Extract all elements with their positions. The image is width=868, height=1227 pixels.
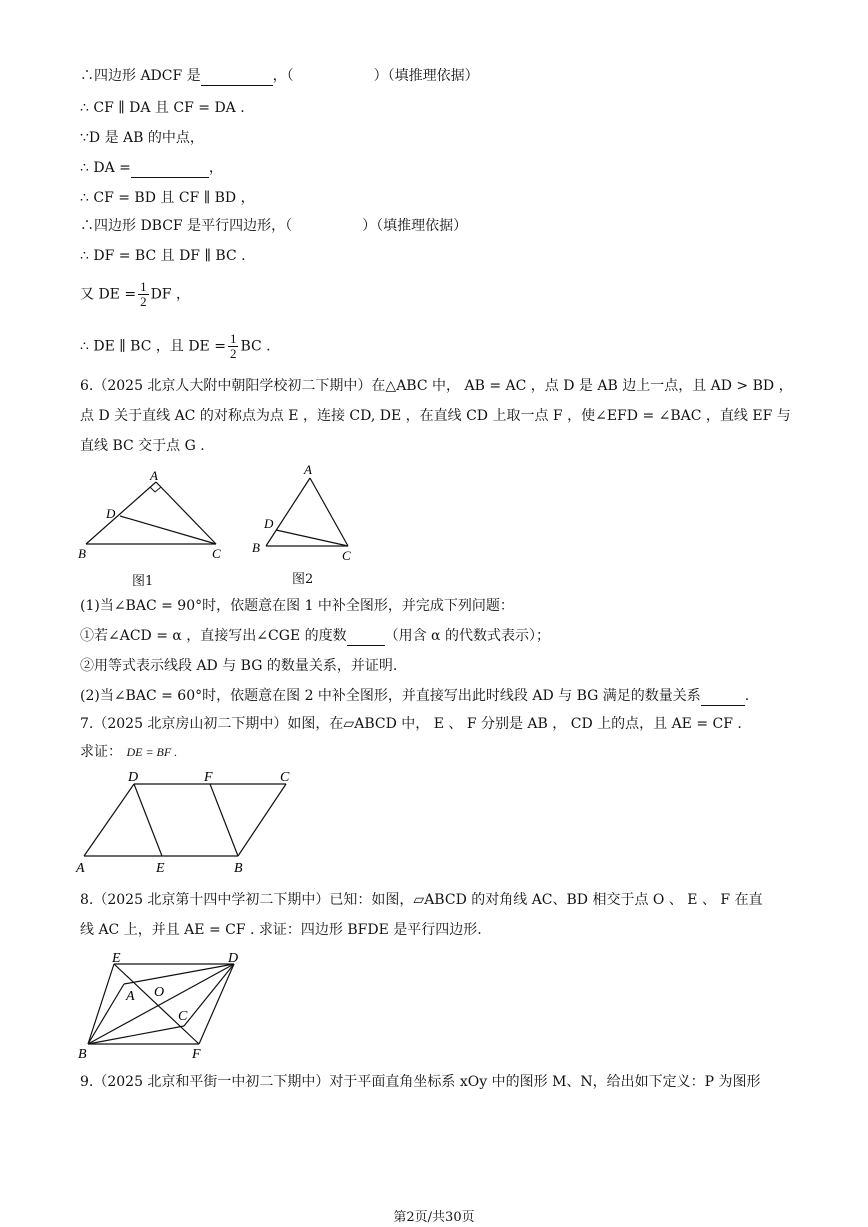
q7-text: 求证： bbox=[80, 744, 127, 760]
label-B: B bbox=[234, 861, 243, 876]
q7-line2 bbox=[80, 742, 177, 762]
label-E: E bbox=[112, 951, 121, 966]
q6-text: (2)当∠BAC = 60°时，依题意在图 2 中补全图形，并直接写出此时线段 AD 与 BG 满足的数量关系 bbox=[80, 688, 701, 704]
label-B: B bbox=[78, 546, 86, 561]
proof-line-3: ∵D 是 AB 的中点， bbox=[80, 130, 204, 146]
proof-line-6 bbox=[80, 216, 467, 236]
q9-line1: 9.（2025 北京和平街一中初二下期中）对于平面直角坐标系 xOy 中的图形 M、N，给出如下定义：P 为图形 bbox=[80, 1074, 761, 1090]
label-D: D bbox=[128, 770, 139, 785]
label-D: D bbox=[106, 506, 116, 521]
proof-line-4 bbox=[80, 158, 223, 178]
fraction-den: 2 bbox=[229, 346, 237, 361]
figure-1 bbox=[76, 466, 236, 562]
q6-text: （用含 α 的代数式表示）； bbox=[384, 628, 550, 644]
proof-line-7: ∴ DF = BC 且 DF ∥ BC . bbox=[80, 248, 246, 264]
label-D: D bbox=[264, 516, 274, 531]
proof-text: 又 DE = bbox=[80, 286, 137, 303]
proof-line-2: ∴ CF ∥ DA 且 CF = DA . bbox=[80, 100, 245, 116]
label-A: A bbox=[126, 989, 135, 1004]
proof-text: ， bbox=[208, 160, 223, 176]
label-C: C bbox=[212, 546, 221, 561]
q6-part1b: ②用等式表示线段 AD 与 BG 的数量关系，并证明. bbox=[80, 658, 398, 674]
proof-text: ∴ DE ∥ BC ，且 DE = bbox=[80, 338, 226, 355]
label-O: O bbox=[154, 985, 165, 1000]
proof-text: ∴ DA = bbox=[80, 160, 131, 176]
page-footer: 第2页/共30页 bbox=[393, 1210, 475, 1225]
label-C: C bbox=[280, 770, 290, 785]
q6-text: . bbox=[744, 688, 750, 704]
answer-blank[interactable] bbox=[131, 161, 209, 178]
fig1-caption: 图1 bbox=[132, 574, 154, 589]
proof-text: ，（ bbox=[272, 68, 294, 84]
answer-blank[interactable] bbox=[701, 689, 745, 706]
proof-line-5: ∴ CF = BD 且 CF ∥ BD ， bbox=[80, 190, 255, 206]
label-F: F bbox=[192, 1047, 201, 1060]
fig2-caption: 图2 bbox=[292, 572, 314, 587]
figure-8 bbox=[74, 948, 254, 1060]
proof-text: ∴四边形 DBCF 是平行四边形，（ bbox=[80, 218, 293, 234]
label-A: A bbox=[150, 468, 158, 483]
q7-line1: 7.（2025 北京房山初二下期中）如图，在▱ABCD 中， E 、 F 分别是 AB ， CD 上的点，且 AE = CF . bbox=[80, 716, 742, 732]
label-C: C bbox=[342, 548, 351, 563]
q6-part1: (1)当∠BAC = 90°时，依题意在图 1 中补全图形，并完成下列问题： bbox=[80, 598, 514, 614]
label-A: A bbox=[76, 861, 85, 876]
fraction-num: 1 bbox=[229, 331, 237, 346]
label-E: E bbox=[156, 861, 165, 876]
label-B: B bbox=[78, 1047, 87, 1060]
proof-text: ∴四边形 ADCF 是 bbox=[80, 68, 201, 84]
q6-line1: 6.（2025 北京人大附中朝阳学校初二下期中）在△ABC 中， AB = AC ，点 D 是 AB 边上一点，且 AD > BD ， bbox=[80, 378, 793, 394]
proof-text: ）（填推理依据） bbox=[362, 218, 468, 234]
q6-text: ①若∠ACD = α ，直接写出∠CGE 的度数 bbox=[80, 628, 347, 644]
q8-line2: 线 AC 上，并且 AE = CF . 求证：四边形 BFDE 是平行四边形. bbox=[80, 922, 482, 938]
answer-blank[interactable] bbox=[347, 629, 385, 646]
label-F: F bbox=[204, 770, 213, 785]
q6-part2 bbox=[80, 686, 749, 706]
q7-equation: DE = BF . bbox=[126, 745, 178, 759]
fraction-den: 2 bbox=[140, 294, 147, 309]
proof-text: ）（填推理依据） bbox=[373, 68, 479, 84]
proof-line-1 bbox=[80, 66, 479, 86]
label-B: B bbox=[252, 540, 260, 555]
proof-text: BC . bbox=[240, 338, 271, 355]
label-D: D bbox=[228, 951, 239, 966]
answer-blank[interactable] bbox=[201, 69, 273, 86]
label-A: A bbox=[304, 462, 312, 477]
label-C: C bbox=[178, 1009, 188, 1024]
q6-part1a bbox=[80, 626, 550, 646]
proof-line-9 bbox=[80, 332, 271, 361]
q8-line1: 8.（2025 北京第十四中学初二下期中）已知：如图，▱ABCD 的对角线 AC、BD 相交于点 O 、 E 、 F 在直 bbox=[80, 892, 763, 908]
figure-2 bbox=[246, 460, 366, 564]
q6-line2: 点 D 关于直线 AC 的对称点为点 E ，连接 CD, DE ，在直线 CD 上取一点 F ，使∠EFD = ∠BAC ，直线 EF 与 bbox=[80, 408, 791, 424]
proof-line-8 bbox=[80, 280, 190, 309]
proof-text: DF ， bbox=[150, 286, 190, 303]
q6-line3: 直线 BC 交于点 G . bbox=[80, 438, 205, 454]
fraction-half bbox=[138, 280, 149, 309]
figure-7 bbox=[74, 770, 298, 876]
fraction-half bbox=[228, 332, 239, 361]
fraction-num: 1 bbox=[140, 279, 147, 294]
